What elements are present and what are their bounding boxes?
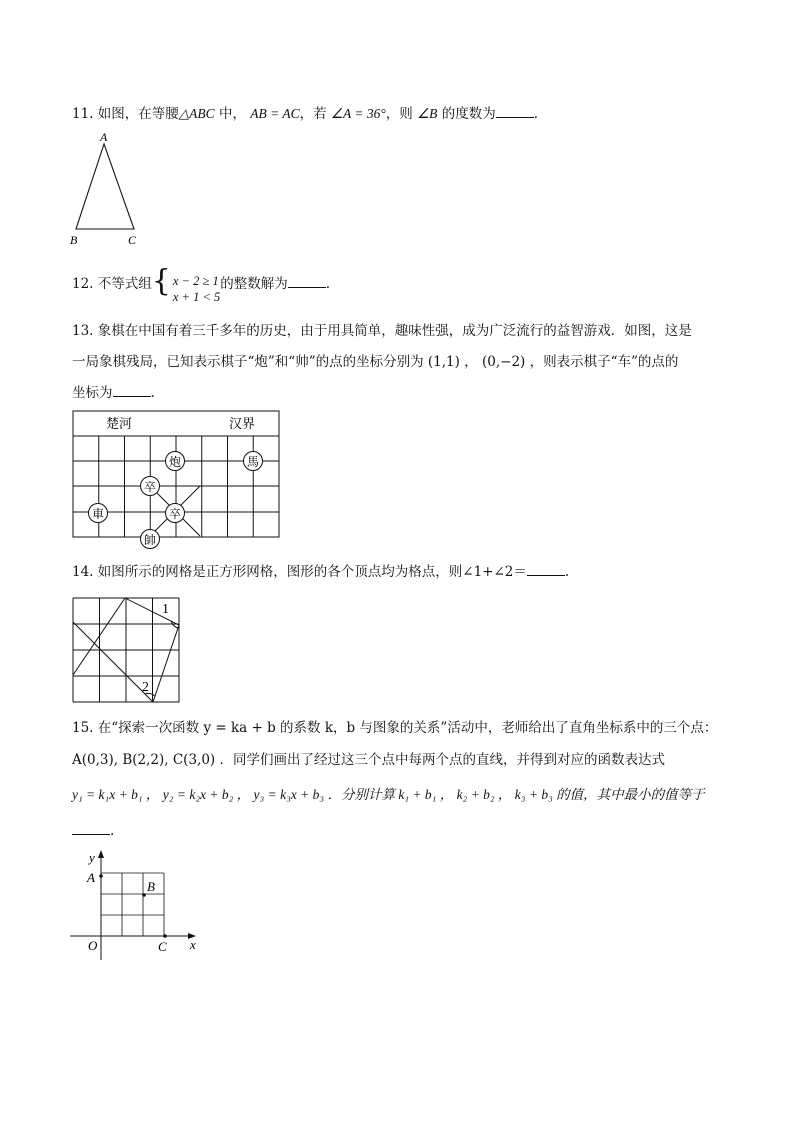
q13-line1: 13. 象棋在中国有着三千多年的历史，由于用具简单，趣味性强，成为广泛流行的益智游戏．如图，这是 [72, 323, 692, 339]
q13-line2: 一局象棋残局，已知表示棋子“炮”和“帅”的点的坐标分别为 (1,1) ， (0,−2) ，则表示棋子“车”的点的 [72, 354, 679, 370]
q11-part: 中， [214, 106, 251, 122]
piece-label: 卒 [143, 480, 157, 494]
piece-pao [166, 452, 185, 471]
q12-period: . [325, 276, 331, 292]
figure-edge [153, 625, 179, 702]
q11-equation: AB = AC [250, 106, 300, 121]
q13-prefix: 坐标为 [72, 385, 113, 401]
point-c-label: C [158, 939, 167, 954]
vertex-a-label: A [100, 130, 108, 144]
q15-line1: 15. 在“探索一次函数 y = ka + b 的系数 k，b 与图象的关系”活动中，老师给出了直角坐标系中的三个点： [72, 720, 718, 736]
q14-text [72, 562, 569, 582]
answer-blank[interactable] [527, 563, 565, 576]
q12-prefix: 12. 不等式组 [72, 276, 152, 292]
q11-angle-b: ∠B [417, 106, 438, 121]
piece-shuai [141, 530, 160, 549]
q15-line2: A(0,3), B(2,2), C(3,0) ．同学们画出了经过这三个点中每两个点的直线，并得到对应的函数表达式 [72, 752, 665, 768]
piece-label: 卒 [168, 507, 182, 521]
answer-blank[interactable] [72, 822, 110, 835]
point-a-label: A [87, 870, 95, 885]
piece-label: 帥 [143, 533, 157, 547]
q13-period: . [150, 385, 155, 401]
inequality-2: x + 1 < 5 [172, 290, 221, 304]
brace-icon: { [151, 263, 171, 299]
piece-label: 馬 [246, 455, 260, 469]
inequality-1: x − 2 ≥ 1 [172, 274, 219, 288]
point-a [99, 874, 103, 878]
piece-label: 炮 [168, 455, 182, 469]
x-axis-label: x [190, 937, 196, 952]
chess-board [73, 411, 280, 551]
triangle-abc [76, 144, 134, 229]
y-arrow-icon [98, 850, 104, 858]
q11-text [72, 104, 538, 124]
origin-label: O [88, 938, 98, 953]
vertex-b-label: B [70, 233, 78, 247]
q14-statement: 14. 如图所示的网格是正方形网格，图形的各个顶点均为格点，则∠1+∠2＝ [72, 564, 527, 580]
q11-period: . [533, 106, 539, 122]
q11-triangle-figure [68, 132, 148, 250]
piece-zu [166, 504, 185, 523]
answer-blank[interactable] [113, 384, 151, 397]
vertex-c-label: C [128, 233, 137, 247]
y-axis-label: y [89, 850, 95, 865]
point-b-label: B [147, 879, 155, 894]
river-left-label: 楚河 [106, 416, 133, 431]
q13-line3 [72, 383, 155, 403]
piece-che [89, 504, 108, 523]
piece-zu [141, 477, 160, 496]
q15-period: . [110, 823, 115, 839]
q12-text [72, 264, 330, 305]
coordinate-figure [70, 848, 210, 958]
inequality-system [152, 264, 221, 305]
q11-part: ，若 [299, 106, 331, 122]
q12-suffix: 的整数解为 [220, 276, 288, 292]
q11-part: 11. 如图，在等腰 [72, 106, 179, 122]
point-b [142, 893, 146, 897]
q14-period: . [564, 564, 570, 580]
q11-triangle: △ABC [178, 106, 215, 121]
q11-angle: ∠A = 36° [330, 106, 386, 121]
point-c [163, 934, 167, 938]
angle-2-label: 2 [142, 680, 149, 695]
q11-part: 的度数为 [437, 106, 496, 122]
q15-line3: y₁ = k₁x + b₁ ， y₂ = k₂x + b₂ ， y₃ = k₃x + b₃ ．分别计算 k₁ + b₁ ， k₂ + b₂ ， k₃ + b₃ 的值，其中最小的值等于 [72, 787, 705, 802]
river-right-label: 汉界 [229, 416, 256, 431]
q14-grid-figure [73, 598, 183, 708]
piece-ma [244, 452, 263, 471]
q15-line4 [72, 821, 114, 841]
angle-1-label: 1 [162, 602, 169, 617]
answer-blank[interactable] [496, 105, 534, 118]
piece-label: 車 [91, 507, 105, 521]
q11-part: ，则 [385, 106, 418, 122]
answer-blank[interactable] [288, 275, 326, 288]
